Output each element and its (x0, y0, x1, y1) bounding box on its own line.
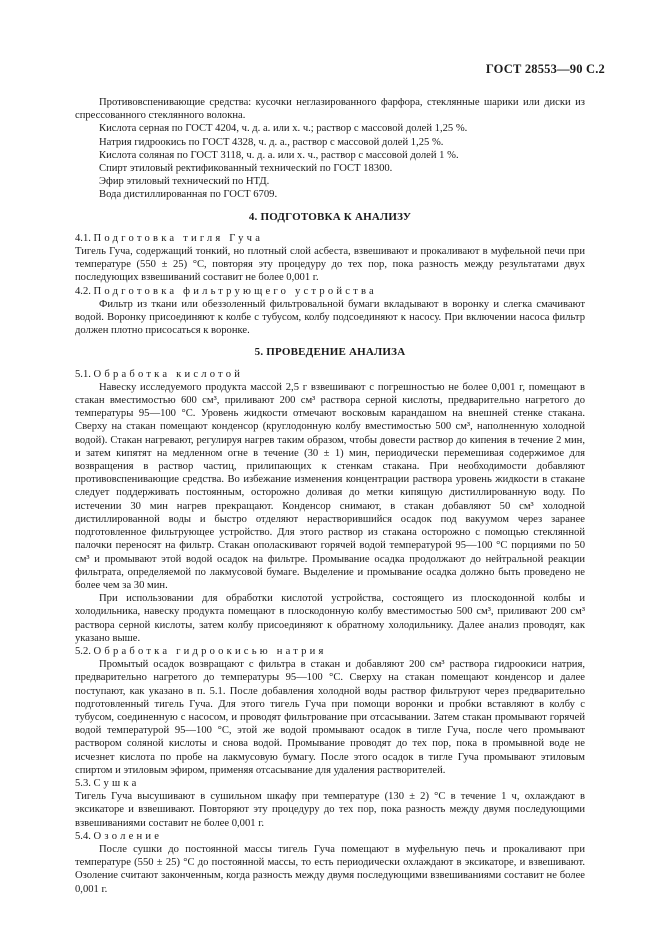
subsection-title-text: Подготовка фильтрующего устройства (93, 285, 377, 297)
subsection-title-text: Подготовка тигля Гуча (93, 232, 264, 244)
subsection-number: 4.2. (75, 285, 91, 297)
paragraph: Тигель Гуча высушивают в сушильном шкафу при температуре (130 ± 2) °С в течение 1 ч, охлаждают в эксикаторе и взвешивают. Повторяют эту процедуру до тех пор, пока разность между двумя последующими взвешиваниями составит не более 0,001 г. (75, 791, 585, 829)
reagent-line: Эфир этиловый технический по НТД. (99, 176, 270, 188)
reagent-line: Противовспенивающие средства: кусочки неглазированного фарфора, стеклянные шарики или диски из спрессованного стеклянного волокна. (75, 97, 585, 122)
paragraph: При использовании для обработки кислотой устройства, состоящего из плоскодонной колбы и холодильника, навеску продукта помещают в плоскодонную колбу вместимостью 500 см³, приливают 200 см³ раствора серной кислоты, затем колбу присоединяют к обратному холодильнику. Далее анализ проводят, как указано выше. (75, 593, 585, 644)
paragraph: После сушки до постоянной массы тигель Гуча помещают в муфельную печь и прокаливают при температуре (550 ± 25) °С до постоянной массы, то есть периодически охлаждают в эксикаторе, и взвешивают. Озоление считают законченным, когда разность между двумя последующими взвешиваниями составит не более 0,001 г. (75, 843, 585, 895)
reagent-line: Кислота серная по ГОСТ 4204, ч. д. а. или х. ч.; раствор с массовой долей 1,25 %. (99, 123, 468, 135)
reagent-line: Спирт этиловый ректификованный технический по ГОСТ 18300. (99, 163, 393, 175)
document-header: ГОСТ 28553—90 С.2 (485, 62, 605, 76)
subsection-number: 5.2. (75, 645, 91, 657)
document-body (75, 96, 585, 896)
subsection-title (75, 232, 585, 245)
paragraph: Тигель Гуча, содержащий тонкий, но плотный слой асбеста, взвешивают и прокаливают в муфельной печи при температуре (550 ± 25) °С, повторяя эту процедуру до тех пор, пока разность между результатами двух последующих взвешиваний составит не более 0,001 г. (75, 246, 585, 284)
subsection-number: 4.1. (75, 232, 91, 244)
section-heading: 5. ПРОВЕДЕНИЕ АНАЛИЗА (254, 346, 406, 359)
subsection-number: 5.3. (75, 777, 91, 789)
paragraph: Промытый осадок возвращают с фильтра в стакан и добавляют 200 см³ раствора гидроокиси натрия, предварительно нагретого до температуры 95—100 °С. Сверху на стакан помещают конденсор и далее поступают, как указано в п. 5.1. После добавления холодной воды раствор фильтруют через предварительно подготовленный тигель Гуча. Для этого тигель Гуча при помощи воронки и пробки вставляют в колбу с тубусом, соединенную с насосом, и проводят фильтрование при отсасывании. Затем стакан промывают горячей водой температурой 95—100 °С, этой же водой промывают осадок в тигле Гуча, после чего промывают раствором соляной кислоты и снова водой. Промывание проводят до тех пор, пока в промывной воде не исчезнет кислота по пробе на лакмусовую бумагу. После этого осадок в тигле Гуча промывают этиловым спиртом и этиловым эфиром, применяя отсасывание для удаления растворителей. (75, 659, 585, 776)
reagent-line: Натрия гидроокись по ГОСТ 4328, ч. д. а., раствор с массовой долей 1,25 %. (99, 136, 444, 148)
subsection-title (75, 830, 585, 843)
subsection-title-text: Сушка (93, 777, 140, 789)
paragraph: Навеску исследуемого продукта массой 2,5 г взвешивают с погрешностью не более 0,001 г, помещают в стакан вместимостью 600 см³, приливают 200 см³ раствора серной кислоты, предварительно нагретого до температуры 95—100 °С. Уровень жидкости отмечают восковым карандашом на внешней стенке стакана. Сверху на стакан помещают конденсор (круглодонную колбу вместимостью 500 см³, наполненную холодной водой). Стакан нагревают, регулируя нагрев таким образом, чтобы довести раствор до кипения в течение 2 мин, и затем кипятят на медленном огне в течение (30 ± 1) мин, периодически перемешивая содержимое для возвращения в раствор частиц, прилипающих к стенкам стакана. При необходимости добавляют противовспенивающие средства. Во избежание изменения концентрации раствора уровень жидкости в стакане следует поддерживать постоянным, осторожно доливая до метки кипящую дистиллированную воду. По истечении 30 мин нагрев прекращают. Конденсор снимают, в стакан добавляют 50 см³ холодной дистиллированной воды и быстро отделяют нерастворившийся осадок под вакуумом через заранее подготовленное фильтрующее устройство. Для этого раствор из стакана осторожно с помощью стеклянной палочки переносят на фильтр. Стакан ополаскивают горячей водой температурой 95—100 °С порциями по 50 см³ и промывают этой водой осадок на фильтре. Промывание осадка продолжают до нейтральной реакции фильтрата, определяемой по лакмусовой бумаге. Выделение и промывание осадка должно быть проведено не более чем за 30 мин. (75, 381, 585, 591)
subsection-title (75, 645, 585, 658)
subsection-title (75, 285, 585, 298)
paragraph: Фильтр из ткани или обеззоленный фильтровальной бумаги вкладывают в воронку и слегка смачивают водой. Воронку присоединяют к колбе с тубусом, колбу подсоединяют к насосу. При включении насоса фильтр должен плотно присосаться к воронке. (75, 298, 585, 337)
subsection-title-text: Обработка гидроокисью натрия (93, 645, 327, 657)
subsection-title (75, 777, 585, 790)
subsection-number: 5.4. (75, 830, 91, 842)
subsection-title-text: Озоление (93, 830, 163, 842)
section-heading: 4. ПОДГОТОВКА К АНАЛИЗУ (248, 210, 412, 223)
reagent-line: Кислота соляная по ГОСТ 3118, ч. д. а. или х. ч., раствор с массовой долей 1 %. (99, 149, 459, 161)
subsection-title-text: Обработка кислотой (93, 368, 244, 380)
subsection-number: 5.1. (75, 368, 91, 380)
reagent-line: Вода дистиллированная по ГОСТ 6709. (99, 189, 278, 201)
subsection-title (75, 368, 585, 381)
